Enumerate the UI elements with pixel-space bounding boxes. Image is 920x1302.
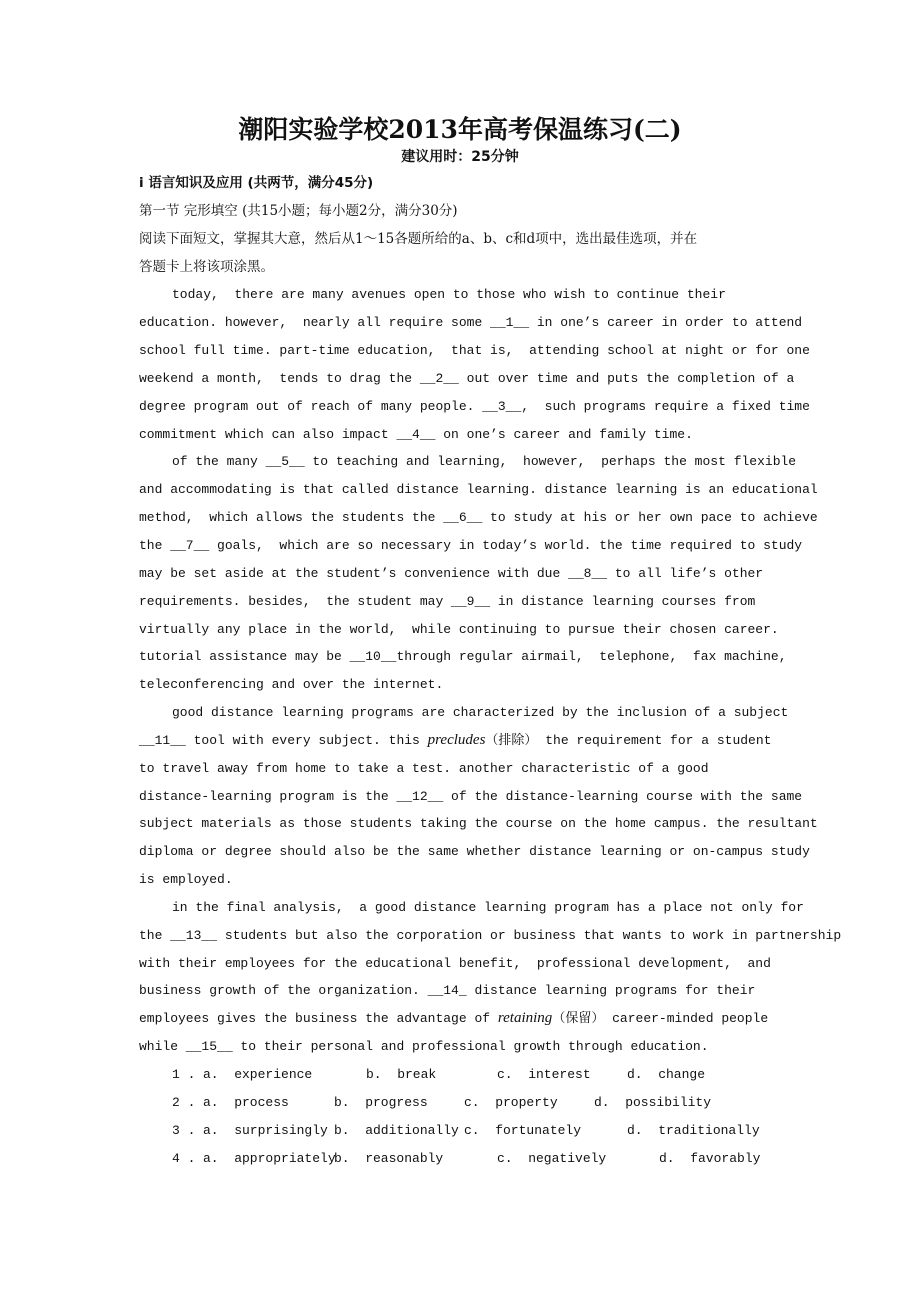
page-title: 潮阳实验学校2013年高考保温练习(二) <box>238 115 682 144</box>
option-a: a. surprisingly <box>203 1122 328 1138</box>
passage-line: of the many __5__ to teaching and learning, however, perhaps the most flexible <box>172 454 797 470</box>
instructions-line: 阅读下面短文，掌握其大意，然后从1～15各题所给的a、b、c和d项中，选出最佳选项，并在 <box>139 230 698 247</box>
passage-line: in the final analysis, a good distance learning program has a place not only for <box>172 899 804 915</box>
option-a: a. process <box>203 1094 289 1110</box>
question-number: 3 . <box>172 1122 196 1138</box>
passage-text: employees gives the business the advantage of <box>139 1011 498 1027</box>
passage-line: today, there are many avenues open to those who wish to continue their <box>172 287 726 303</box>
italic-term: retaining <box>497 1010 553 1027</box>
question-options <box>139 1117 829 1145</box>
option-d: d. traditionally <box>627 1122 760 1138</box>
question-number: 4 . <box>172 1150 196 1166</box>
passage-line: and accommodating is that called distance learning. distance learning is an educational <box>139 482 818 498</box>
passage-line: the __7__ goals, which are so necessary in today’s world. the time required to study <box>139 537 803 553</box>
passage-text: （保留） career-minded people <box>552 1011 769 1027</box>
passage-line: education. however, nearly all require some __1__ in one’s career in order to attend <box>139 315 803 331</box>
passage <box>139 281 842 1061</box>
option-b: b. additionally <box>334 1122 459 1138</box>
passage-line: with their employees for the educational benefit, professional development, and <box>139 955 771 971</box>
passage-line: weekend a month, tends to drag the __2__ out over time and puts the completion of a <box>139 370 795 386</box>
part-heading: 第一节 完形填空 (共15小题；每小题2分，满分30分) <box>139 202 458 219</box>
passage-line: to travel away from home to take a test. another characteristic of a good <box>139 760 709 776</box>
passage-line: requirements. besides, the student may __9__ in distance learning courses from <box>139 593 756 609</box>
option-c: c. fortunately <box>464 1122 582 1138</box>
option-b: b. progress <box>334 1094 428 1110</box>
passage-text: （排除） the requirement for a student <box>485 732 772 748</box>
passage-line: while __15__ to their personal and professional growth through education. <box>139 1039 709 1055</box>
option-a: a. experience <box>203 1067 313 1082</box>
passage-line: good distance learning programs are characterized by the inclusion of a subject <box>172 705 789 721</box>
question-options <box>139 1089 829 1117</box>
question-options <box>139 1145 829 1173</box>
question-options <box>139 1061 829 1089</box>
passage-line: may be set aside at the student’s convenience with due __8__ to all life’s other <box>139 565 764 581</box>
instructions-line: 答题卡上将该项涂黑。 <box>139 258 274 275</box>
option-c: c. property <box>464 1094 558 1110</box>
option-d: d. possibility <box>594 1094 712 1110</box>
passage-line <box>139 1005 829 1033</box>
passage-line: the __13__ students but also the corporation or business that wants to work in partnership <box>139 927 842 943</box>
option-c: c. interest <box>497 1067 591 1082</box>
option-a: a. appropriately <box>203 1150 336 1166</box>
passage-line: teleconferencing and over the internet. <box>139 677 444 693</box>
option-d: d. change <box>627 1067 706 1082</box>
passage-line: subject materials as those students taking the course on the home campus. the resultant <box>139 816 818 832</box>
passage-line <box>139 727 829 755</box>
passage-line: tutorial assistance may be __10__through regular airmail, telephone, fax machine, <box>139 649 787 665</box>
passage-line: business growth of the organization. __14_ distance learning programs for their <box>139 983 756 999</box>
passage-text: __11__ tool with every subject. this <box>139 732 428 748</box>
option-c: c. negatively <box>497 1150 607 1166</box>
option-b: b. reasonably <box>334 1150 444 1166</box>
document-body <box>139 170 842 1172</box>
question-number: 2 . <box>172 1094 196 1110</box>
option-d: d. favorably <box>659 1150 761 1166</box>
passage-line: virtually any place in the world, while continuing to pursue their chosen career. <box>139 621 779 637</box>
question-number: 1 . <box>172 1067 196 1082</box>
passage-line: diploma or degree should also be the same whether distance learning or on-campus study <box>139 844 810 860</box>
suggested-time: 建议用时：25分钟 <box>401 149 519 165</box>
section-heading: i 语言知识及应用 (共两节，满分45分) <box>139 175 374 191</box>
italic-term: precludes <box>427 731 486 748</box>
passage-line: degree program out of reach of many people. __3__, such programs require a fixed time <box>139 398 810 414</box>
passage-line: school full time. part-time education, that is, attending school at night or for one <box>139 343 810 359</box>
answer-options <box>139 1061 829 1172</box>
passage-line: method, which allows the students the __6__ to study at his or her own pace to achieve <box>139 510 818 526</box>
passage-line: is employed. <box>139 872 233 888</box>
option-b: b. break <box>366 1067 437 1082</box>
passage-line: commitment which can also impact __4__ on one’s career and family time. <box>139 426 693 442</box>
passage-line: distance-learning program is the __12__ of the distance-learning course with the same <box>139 788 803 804</box>
